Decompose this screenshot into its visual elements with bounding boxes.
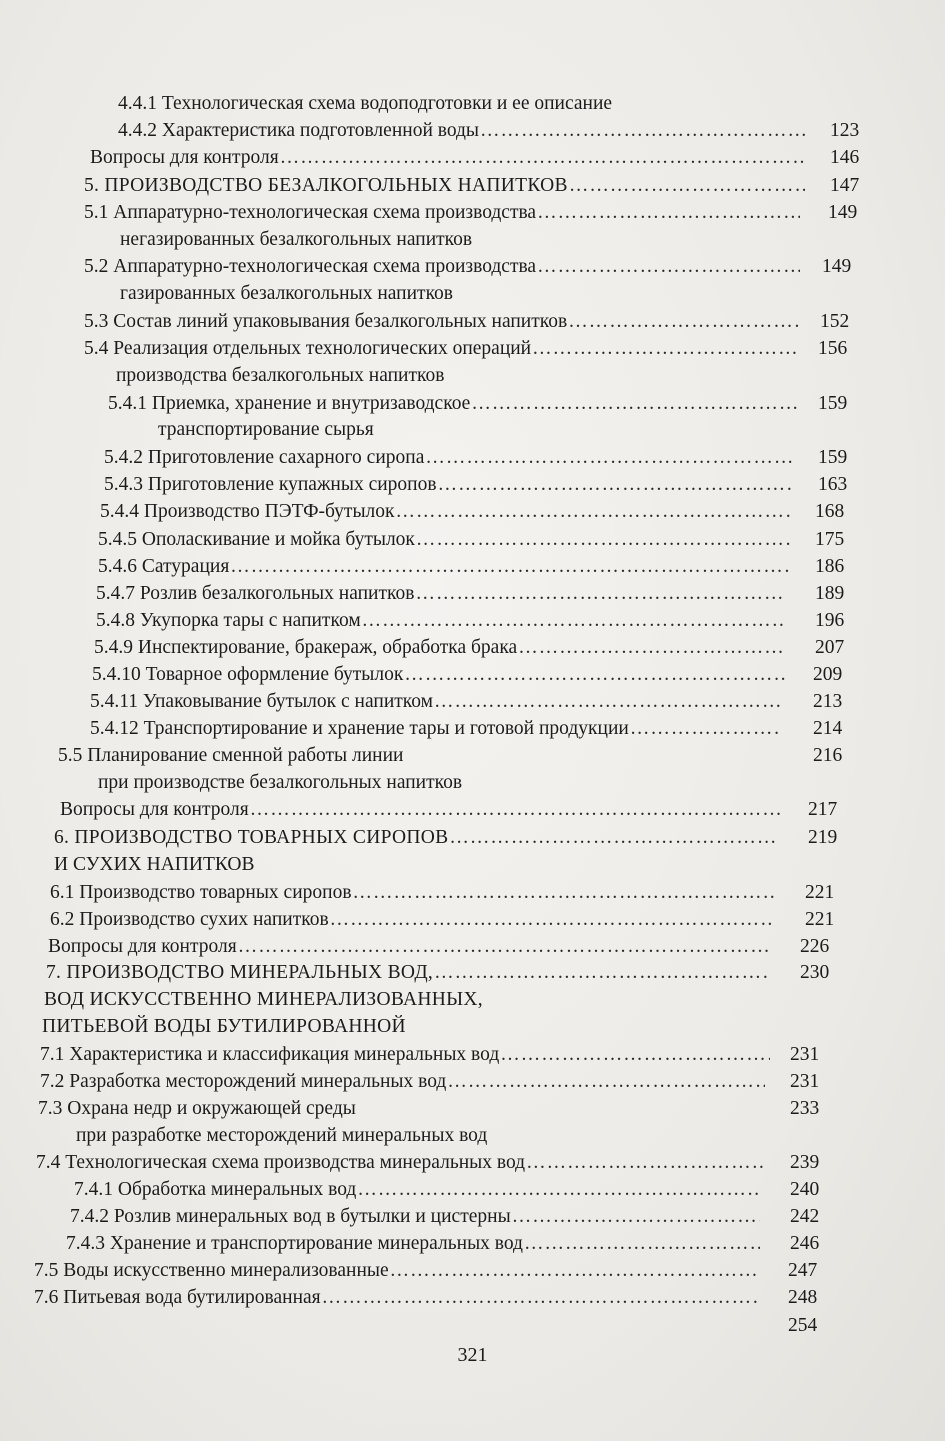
toc-page-number: 186 — [815, 556, 845, 577]
toc-entry-title: 5.4.5 Ополаскивание и мойка бутылок — [98, 529, 415, 550]
toc-entry-title: 5.4.11 Упаковывание бутылок с напитком — [90, 691, 433, 712]
toc-entry — [50, 881, 775, 905]
dot-leader — [356, 1178, 760, 1202]
toc-page-number: 216 — [813, 745, 843, 766]
toc-entry — [118, 92, 612, 116]
toc-page-number: 242 — [790, 1206, 820, 1227]
toc-page-number: 231 — [790, 1071, 820, 1092]
toc-entry-title: 6. ПРОИЗВОДСТВО ТОВАРНЫХ СИРОПОВ — [54, 827, 449, 848]
toc-page-number: 231 — [790, 1044, 820, 1065]
dot-leader — [525, 1151, 765, 1175]
toc-entry-title: при разработке месторождений минеральных вод — [76, 1125, 488, 1146]
dot-leader — [448, 826, 775, 850]
toc-page-number: 213 — [813, 691, 843, 712]
dot-leader — [395, 500, 794, 524]
toc-entry-title: 5.4.1 Приемка, хранение и внутризаводское — [108, 393, 471, 414]
toc-entry-title: 5.4.4 Производство ПЭТФ-бутылок — [100, 501, 395, 522]
toc-page-number: 146 — [830, 147, 860, 168]
toc-entry-title: 5.4.8 Укупорка тары с напитком — [96, 610, 361, 631]
dot-leader — [424, 446, 793, 470]
toc-entry-title: производства безалкогольных напитков — [116, 365, 445, 386]
toc-entry-title: 6.1 Производство товарных сиропов — [50, 882, 352, 903]
toc-page-number: 159 — [818, 447, 848, 468]
dot-leader — [433, 690, 780, 714]
toc-page-number: 163 — [818, 474, 848, 495]
toc-entry — [34, 1259, 760, 1283]
toc-entry — [84, 255, 800, 279]
toc-page-number: 254 — [788, 1315, 818, 1336]
toc-entry-title: 7.4.3 Хранение и транспортирование минеральных вод — [66, 1233, 523, 1254]
dot-leader — [499, 1043, 770, 1067]
toc-entry — [90, 690, 780, 714]
toc-entry-title: 5.4.6 Сатурация — [98, 556, 230, 577]
toc-entry — [90, 146, 805, 170]
dot-leader — [523, 1232, 760, 1256]
toc-entry-title: 7.3 Охрана недр и окружающей среды — [38, 1098, 356, 1119]
toc-entry — [74, 1178, 760, 1202]
dot-leader — [237, 935, 770, 959]
dot-leader — [414, 582, 785, 606]
toc-page-number: 149 — [828, 202, 858, 223]
toc-page-number: 156 — [818, 338, 848, 359]
toc-entry — [42, 1015, 406, 1039]
toc-entry-title: 5.4.12 Транспортирование и хранение тары и готовой продукции — [90, 718, 629, 739]
toc-entry — [76, 1124, 487, 1148]
dot-leader — [403, 663, 785, 687]
toc-page-number: 189 — [815, 583, 845, 604]
dot-leader — [536, 201, 800, 225]
toc-entry — [36, 1151, 765, 1175]
toc-page-number: 209 — [813, 664, 843, 685]
dot-leader — [567, 310, 800, 334]
toc-page-number: 246 — [790, 1233, 820, 1254]
toc-entry — [98, 528, 790, 552]
toc-entry-title: 7. ПРОИЗВОДСТВО МИНЕРАЛЬНЫХ ВОД, — [46, 962, 434, 983]
toc-entry-title: 4.4.1 Технологическая схема водоподготовки и ее описание — [118, 93, 613, 114]
toc-entry-title: 5.4.9 Инспектирование, бракераж, обработка брака — [94, 637, 518, 658]
toc-page-number: 147 — [830, 175, 860, 196]
dot-leader — [470, 392, 800, 416]
dot-leader — [321, 1286, 758, 1310]
toc-page-number: 123 — [830, 120, 860, 141]
toc-page-number: 152 — [820, 311, 850, 332]
toc-entry-title: 5.4.10 Товарное оформление бутылок — [92, 664, 404, 685]
dot-leader — [279, 146, 805, 170]
toc-entry — [38, 1097, 356, 1121]
toc-page-number: 214 — [813, 718, 843, 739]
toc-page-number: 175 — [815, 529, 845, 550]
toc-entry-title: 5.4 Реализация отдельных технологических операций — [84, 338, 532, 359]
toc-entry-title: 7.4.2 Розлив минеральных вод в бутылки и цистерны — [70, 1206, 511, 1227]
toc-page-number: 217 — [808, 799, 838, 820]
page-number: 321 — [457, 1344, 488, 1366]
toc-entry — [108, 392, 800, 416]
toc-entry — [48, 935, 770, 959]
toc-entry-title: 6.2 Производство сухих напитков — [50, 909, 329, 930]
dot-leader — [437, 473, 793, 497]
toc-entry — [84, 174, 805, 198]
toc-page-number: 207 — [815, 637, 845, 658]
toc-entry — [70, 1205, 760, 1229]
dot-leader — [433, 961, 770, 985]
toc-entry-title: 5.1 Аппаратурно-технологическая схема производства — [84, 202, 537, 223]
dot-leader — [329, 908, 775, 932]
dot-leader — [629, 717, 780, 741]
toc-entry-title: 5. ПРОИЗВОДСТВО БЕЗАЛКОГОЛЬНЫХ НАПИТКОВ — [84, 175, 568, 196]
toc-entry — [60, 798, 780, 822]
toc-entry-title: Вопросы для контроля — [48, 936, 237, 957]
toc-entry-title: Вопросы для контроля — [90, 147, 279, 168]
toc-entry-title: И СУХИХ НАПИТКОВ — [54, 854, 255, 875]
toc-entry — [50, 908, 775, 932]
dot-leader — [479, 119, 805, 143]
toc-page-number: 247 — [788, 1260, 818, 1281]
dot-leader — [389, 1259, 760, 1283]
toc-entry — [104, 473, 793, 497]
toc-page-number: 239 — [790, 1152, 820, 1173]
dot-leader — [531, 337, 800, 361]
toc-entry-title: негазированных безалкогольных напитков — [120, 229, 473, 250]
dot-leader — [249, 798, 780, 822]
toc-page-number: 226 — [800, 936, 830, 957]
toc-page-number: 219 — [808, 827, 838, 848]
toc-entry-title: 5.2 Аппаратурно-технологическая схема производства — [84, 256, 537, 277]
toc-entry — [120, 228, 472, 252]
dot-leader — [536, 255, 800, 279]
toc-page-number: 196 — [815, 610, 845, 631]
toc-entry — [66, 1232, 760, 1256]
toc-page-number: 233 — [790, 1098, 820, 1119]
toc-entry-title: 7.2 Разработка месторождений минеральных вод — [40, 1071, 447, 1092]
toc-entry-title: 7.5 Воды искусственно минерализованные — [34, 1260, 389, 1281]
toc-entry — [116, 364, 444, 388]
dot-leader — [361, 609, 785, 633]
toc-entry — [84, 337, 800, 361]
toc-entry — [96, 609, 785, 633]
toc-entry — [40, 1043, 770, 1067]
toc-entry-title: 4.4.2 Характеристика подготовленной воды — [118, 120, 480, 141]
toc-entry-title: 7.4 Технологическая схема производства минеральных вод — [36, 1152, 526, 1173]
toc-page-number: 149 — [822, 256, 852, 277]
toc-entry — [84, 310, 800, 334]
toc-entry-title: газированных безалкогольных напитков — [120, 283, 454, 304]
toc-entry — [44, 988, 483, 1012]
toc-entry — [158, 418, 374, 442]
dot-leader — [446, 1070, 765, 1094]
toc-entry — [98, 771, 462, 795]
toc-entry-title: 5.4.2 Приготовление сахарного сиропа — [104, 447, 425, 468]
toc-entry — [54, 853, 254, 877]
toc-entry — [94, 636, 785, 660]
toc-entry — [120, 282, 453, 306]
toc-page-number: 221 — [805, 909, 835, 930]
toc-entry-title: ПИТЬЕВОЙ ВОДЫ БУТИЛИРОВАННОЙ — [42, 1016, 406, 1037]
toc-entry-title: 7.1 Характеристика и классификация минеральных вод — [40, 1044, 500, 1065]
toc-entry — [118, 119, 805, 143]
toc-entry-title: при производстве безалкогольных напитков — [98, 772, 463, 793]
dot-leader — [511, 1205, 760, 1229]
toc-entry — [34, 1286, 758, 1310]
toc-entry — [90, 717, 780, 741]
toc-entry — [58, 744, 403, 768]
toc-entry-title: 7.6 Питьевая вода бутилированная — [34, 1287, 321, 1308]
toc-page-number: 159 — [818, 393, 848, 414]
dot-leader — [352, 881, 775, 905]
toc-entry-title: 5.3 Состав линий упаковывания безалкогольных напитков — [84, 311, 568, 332]
dot-leader — [517, 636, 785, 660]
toc-page-number: 221 — [805, 882, 835, 903]
toc-entry — [100, 500, 793, 524]
toc-entry — [92, 663, 785, 687]
toc-entry-title: ВОД ИСКУССТВЕННО МИНЕРАЛИЗОВАННЫХ, — [44, 989, 483, 1010]
toc-entry — [40, 1070, 765, 1094]
toc-page-number: 168 — [815, 501, 845, 522]
toc-entry-title: 5.5 Планирование сменной работы линии — [58, 745, 404, 766]
toc-entry — [104, 446, 793, 470]
toc-entry — [96, 582, 785, 606]
toc-entry — [98, 555, 790, 579]
toc-entry-title: 5.4.7 Розлив безалкогольных напитков — [96, 583, 415, 604]
toc-entry — [84, 201, 800, 225]
toc-page-number: 230 — [800, 962, 830, 983]
toc-entry — [54, 826, 775, 850]
dot-leader — [568, 174, 805, 198]
dot-leader — [229, 555, 790, 579]
toc-page-number: 248 — [788, 1287, 818, 1308]
toc-entry-title: 5.4.3 Приготовление купажных сиропов — [104, 474, 437, 495]
toc-entry-title: 7.4.1 Обработка минеральных вод — [74, 1179, 357, 1200]
dot-leader — [415, 528, 790, 552]
toc-entry — [46, 961, 770, 985]
toc-page-number: 240 — [790, 1179, 820, 1200]
toc-entry-title: Вопросы для контроля — [60, 799, 249, 820]
toc-entry-title: транспортирование сырья — [158, 419, 374, 440]
